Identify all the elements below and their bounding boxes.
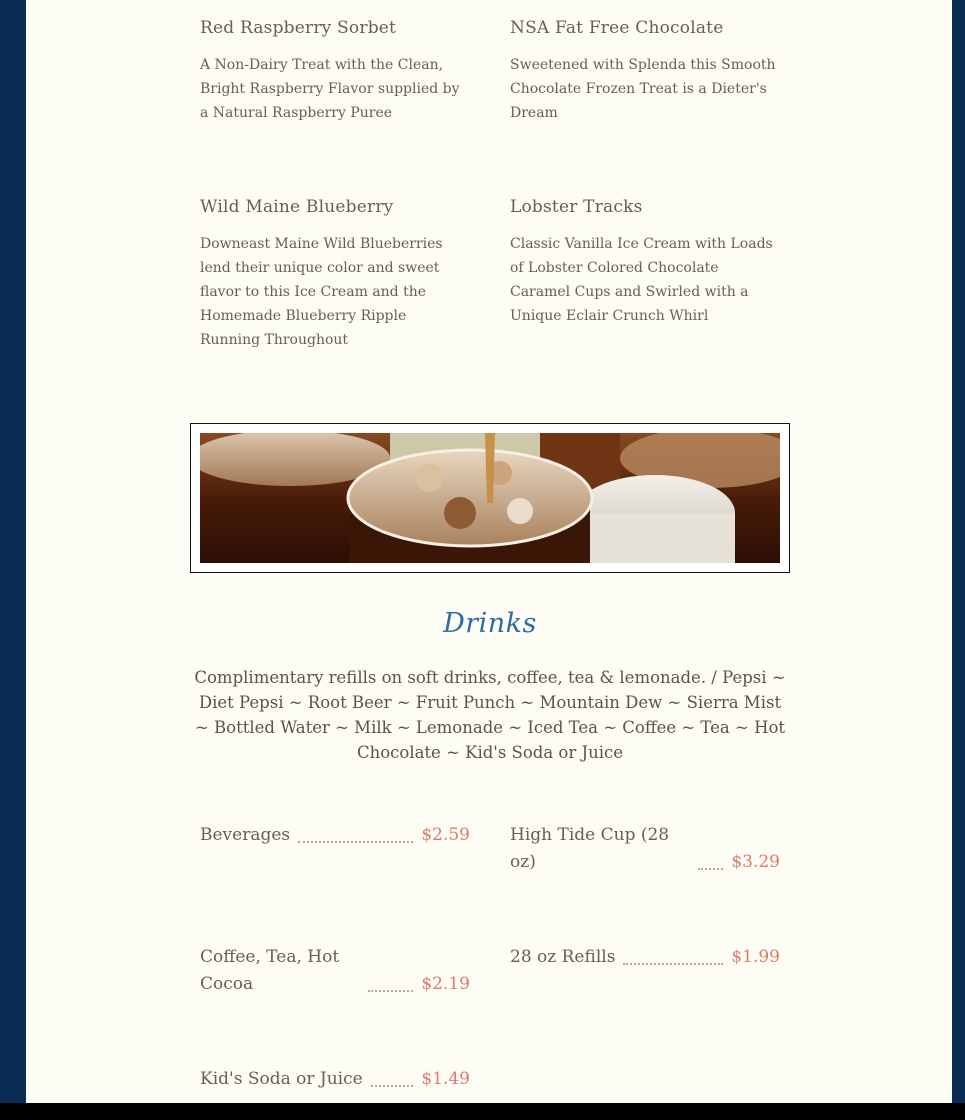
price-item <box>200 1066 470 1093</box>
price-item-name: Coffee, Tea, Hot Cocoa <box>200 947 340 994</box>
menu-item-description: Downeast Maine Wild Blueberries lend their unique color and sweet flavor to this Ice Cream and the Homemade Blueberry Ripple Running Throughout <box>200 236 443 348</box>
menu-item <box>200 17 470 125</box>
price-item-price: $3.29 <box>731 852 780 872</box>
menu-item <box>200 196 470 352</box>
menu-item-description: Classic Vanilla Ice Cream with Loads of Lobster Colored Chocolate Caramel Cups and Swirled with a Unique Eclair Crunch Whirl <box>510 236 773 324</box>
price-item-price: $2.59 <box>421 825 470 845</box>
soda-glasses-image <box>200 433 780 563</box>
bottom-bar <box>0 1103 965 1120</box>
price-item <box>200 822 470 849</box>
drinks-intro: Complimentary refills on soft drinks, coffee, tea & lemonade. / Pepsi ~ Diet Pepsi ~ Root Beer ~ Fruit Punch ~ Mountain Dew ~ Sierra Mist ~ Bottled Water ~ Milk ~ Lemonade ~ Iced Tea ~ Coffee ~ Tea ~ Hot Chocolate ~ Kid's Soda or Juice <box>194 668 786 762</box>
menu-item-title: Wild Maine Blueberry <box>200 197 394 217</box>
drinks-image-frame <box>190 423 790 573</box>
menu-item-title: NSA Fat Free Chocolate <box>510 18 724 38</box>
price-item-name: High Tide Cup (28 oz) <box>510 825 670 872</box>
drinks-heading: Drinks <box>443 608 537 639</box>
right-border <box>952 0 965 1103</box>
menu-item <box>510 17 780 125</box>
price-item-name: 28 oz Refills <box>510 947 616 967</box>
dot-leader <box>698 868 723 870</box>
dot-leader <box>371 1085 414 1087</box>
soda-glasses-photo-icon <box>200 433 780 563</box>
dot-leader <box>298 841 413 843</box>
menu-item-description: A Non-Dairy Treat with the Clean, Bright Raspberry Flavor supplied by a Natural Raspberry Puree <box>200 57 460 121</box>
price-item <box>510 944 780 971</box>
menu-item-description: Sweetened with Splenda this Smooth Chocolate Frozen Treat is a Dieter's Dream <box>510 57 776 121</box>
menu-item <box>510 196 780 328</box>
price-item-name: Kid's Soda or Juice <box>200 1069 363 1089</box>
dot-leader <box>368 990 413 992</box>
menu-item-title: Lobster Tracks <box>510 197 643 217</box>
price-item-price: $1.99 <box>731 947 780 967</box>
price-item-price: $2.19 <box>421 974 470 994</box>
dot-leader <box>623 963 723 965</box>
price-item <box>200 944 470 998</box>
menu-item-title: Red Raspberry Sorbet <box>200 18 397 38</box>
price-item-price: $1.49 <box>421 1069 470 1089</box>
price-item-name: Beverages <box>200 825 291 845</box>
price-item <box>510 822 780 876</box>
